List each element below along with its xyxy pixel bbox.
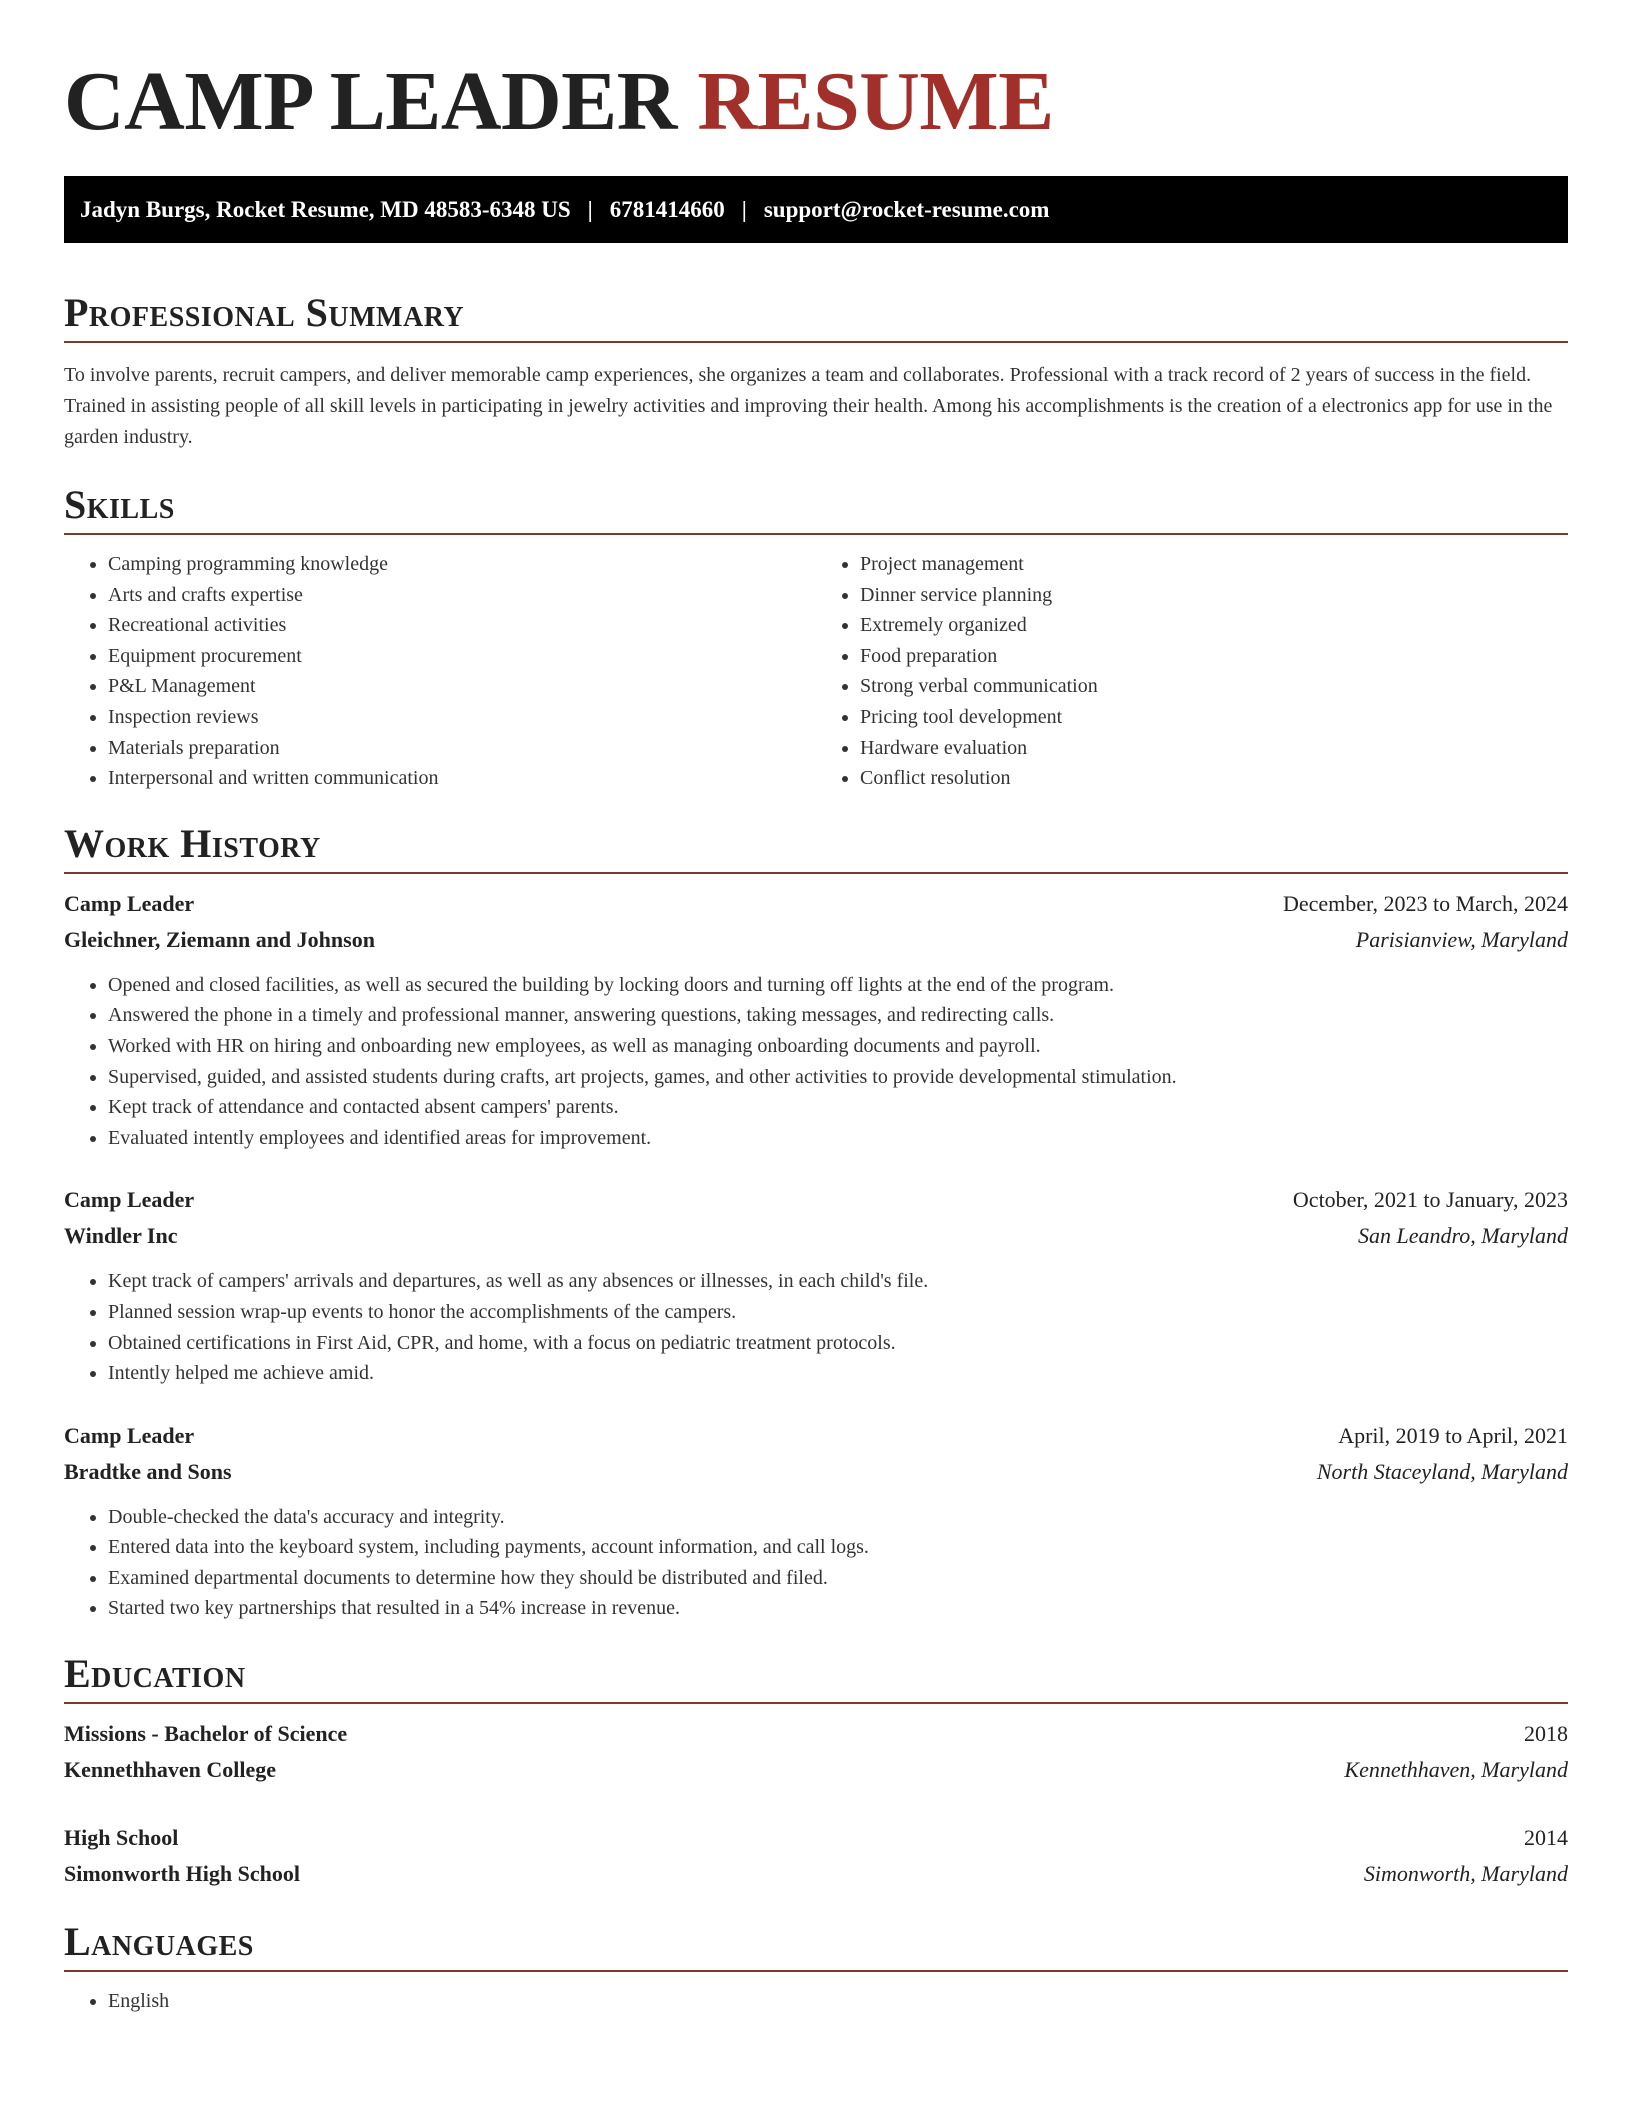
education-heading: Education [64,1646,1568,1704]
languages-section [64,1914,1568,2017]
education-section [64,1646,1568,1892]
job-bullet: • Supervised, guided, and assisted students during crafts, art projects, games, and other activities to provide developmental stimulation. [108,1062,1568,1093]
skill-item: • Camping programming knowledge [108,549,816,580]
education-degree: Missions - Bachelor of Science [64,1721,348,1747]
job-subheader [64,1218,1568,1254]
language-item: • English [108,1986,1568,2017]
skill-item: • Strong verbal communication [860,671,1568,702]
resume-page [64,0,1568,2017]
job-bullet: • Opened and closed facilities, as well as secured the building by locking doors and turning off lights at the end of the program. [108,970,1568,1001]
job-bullet: • Intently helped me achieve amid. [108,1358,1568,1389]
education-subheader [64,1856,1568,1892]
skill-item: • Inspection reviews [108,702,816,733]
skill-item: • Dinner service planning [860,580,1568,611]
skill-item: • Interpersonal and written communication [108,763,816,794]
job-header [64,886,1568,922]
contact-email: support@rocket-resume.com [763,197,1050,222]
work-section [64,816,1568,1624]
education-school: Simonworth High School [64,1861,300,1887]
contact-separator: | [587,197,593,222]
job-dates: October, 2021 to January, 2023 [1292,1187,1568,1213]
job-entry [64,1418,1568,1624]
job-title: Camp Leader [64,1422,195,1448]
job-bullets [64,1502,1568,1624]
education-location: Kennethhaven, Maryland [1344,1757,1568,1783]
job-title: Camp Leader [64,890,195,916]
education-subheader [64,1752,1568,1788]
skills-column-left [64,549,816,794]
education-header [64,1820,1568,1856]
skill-item: • Equipment procurement [108,641,816,672]
job-subheader [64,1454,1568,1490]
job-location: San Leandro, Maryland [1357,1223,1568,1249]
languages-list [64,1986,1568,2017]
skill-item: • P&L Management [108,671,816,702]
job-bullet: • Worked with HR on hiring and onboarding new employees, as well as managing onboarding documents and payroll. [108,1031,1568,1062]
summary-section [64,285,1568,453]
contact-separator: | [741,197,747,222]
job-bullet: • Planned session wrap-up events to honor the accomplishments of the campers. [108,1297,1568,1328]
skill-item: • Arts and crafts expertise [108,580,816,611]
summary-heading: Professional Summary [64,285,1568,343]
skills-list [64,549,1568,794]
job-location: Parisianview, Maryland [1355,926,1568,952]
contact-address: Jadyn Burgs, Rocket Resume, MD 48583-6348 US [80,197,571,222]
skill-item: • Recreational activities [108,610,816,641]
job-company: Bradtke and Sons [64,1458,232,1484]
job-bullet: • Entered data into the keyboard system, including payments, account information, and call logs. [108,1532,1568,1563]
job-bullet: • Obtained certifications in First Aid, CPR, and home, with a focus on pediatric treatment protocols. [108,1328,1568,1359]
job-company: Windler Inc [64,1223,178,1249]
job-bullet: • Kept track of campers' arrivals and departures, as well as any absences or illnesses, in each child's file. [108,1266,1568,1297]
resume-title [64,0,1568,148]
job-bullet: • Evaluated intently employees and identified areas for improvement. [108,1123,1568,1154]
languages-heading: Languages [64,1914,1568,1972]
job-dates: April, 2019 to April, 2021 [1338,1422,1568,1448]
skills-heading: Skills [64,477,1568,535]
education-year: 2014 [1524,1825,1568,1851]
job-header [64,1418,1568,1454]
job-entry [64,886,1568,1154]
job-company: Gleichner, Ziemann and Johnson [64,926,375,952]
summary-text: To involve parents, recruit campers, and deliver memorable camp experiences, she organizes a team and collaborates. Professional with a track record of 2 years of success in the field. Trained in assisting people of all skill levels in participating in jewelry activities and improving their health. Among his accomplishments is the creation of a electronics app for use in the garden industry. [64,364,1553,448]
skill-item: • Extremely organized [860,610,1568,641]
work-heading: Work History [64,816,1568,874]
job-bullet: • Started two key partnerships that resulted in a 54% increase in revenue. [108,1593,1568,1624]
job-header [64,1182,1568,1218]
job-bullet: • Examined departmental documents to determine how they should be distributed and filed. [108,1563,1568,1594]
education-entry [64,1820,1568,1892]
education-location: Simonworth, Maryland [1363,1861,1568,1887]
job-bullet: • Answered the phone in a timely and professional manner, answering questions, taking messages, and redirecting calls. [108,1000,1568,1031]
job-dates: December, 2023 to March, 2024 [1282,890,1568,916]
job-title: Camp Leader [64,1187,195,1213]
education-degree: High School [64,1825,179,1851]
job-location: North Staceyland, Maryland [1316,1458,1568,1484]
skill-item: • Pricing tool development [860,702,1568,733]
job-bullet: • Double-checked the data's accuracy and integrity. [108,1502,1568,1533]
skill-item: • Food preparation [860,641,1568,672]
job-entry [64,1182,1568,1388]
title-accent: RESUME [697,55,1054,148]
contact-phone: 6781414660 [609,197,725,222]
skill-item: • Project management [860,549,1568,580]
education-entry [64,1716,1568,1788]
skill-item: • Materials preparation [108,733,816,764]
education-school: Kennethhaven College [64,1757,277,1783]
skill-item: • Conflict resolution [860,763,1568,794]
job-bullets [64,970,1568,1154]
skills-section [64,477,1568,794]
job-bullets [64,1266,1568,1388]
education-year: 2018 [1524,1721,1568,1747]
contact-bar [64,176,1568,243]
job-bullet: • Kept track of attendance and contacted absent campers' parents. [108,1092,1568,1123]
education-header [64,1716,1568,1752]
job-subheader [64,922,1568,958]
title-main: CAMP LEADER [64,55,677,148]
skills-column-right [816,549,1568,794]
skill-item: • Hardware evaluation [860,733,1568,764]
